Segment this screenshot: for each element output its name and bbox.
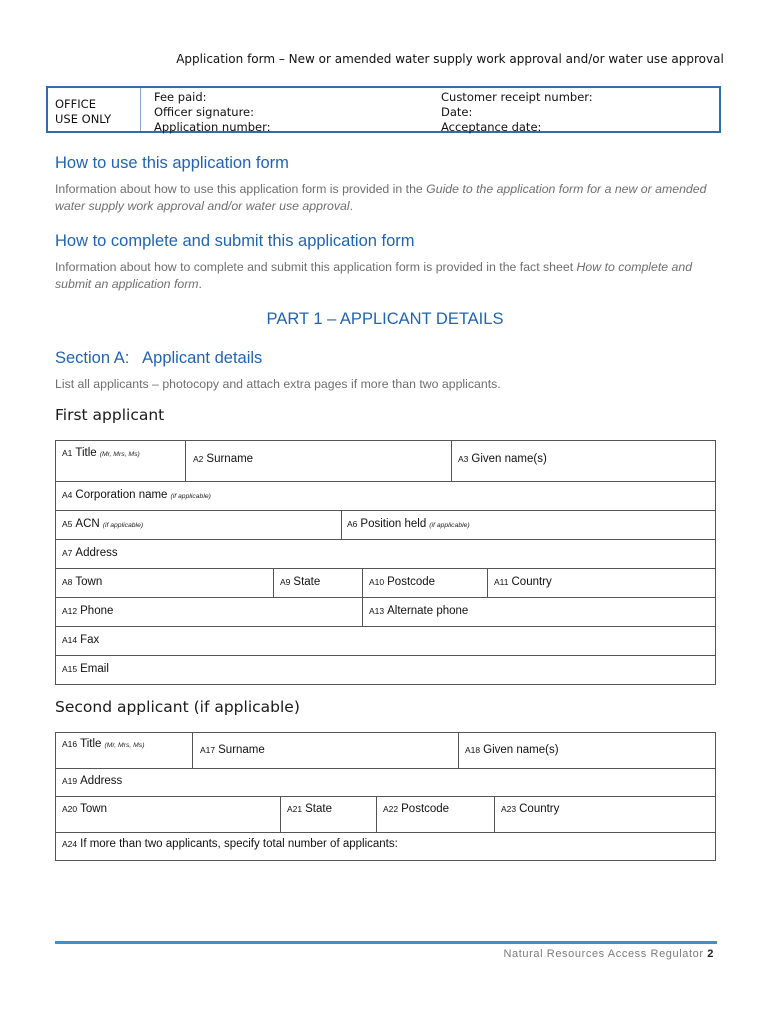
office-use-label [48,88,141,131]
page-number: 2 [707,948,714,960]
table-row [56,569,715,598]
address-field[interactable]: A7 Address [62,547,118,559]
table-row [56,656,715,684]
footer [503,948,714,960]
how-to-complete-heading: How to complete and submit this application form [55,232,415,250]
office-label-line2: USE ONLY [55,112,112,126]
table-row [56,540,715,569]
country-field[interactable]: A11 Country [494,576,552,588]
fact-sheet-title: How to complete and submit an application form [55,260,693,291]
acn-field[interactable]: A5 ACN (if applicable) [56,511,342,539]
application-number-field: Application number: [154,120,271,134]
document-header: Application form – New or amended water supply work approval and/or water use approval [176,52,724,66]
table-row [56,833,715,860]
town-field[interactable]: A8 Town [56,569,274,597]
phone-field[interactable]: A12 Phone [56,598,363,626]
second-applicant-heading: Second applicant (if applicable) [55,698,300,716]
how-to-complete-text: Information about how to complete and submit this application form is provided in the fact sheet How to complete and submit an application form. [55,260,693,291]
email-field[interactable]: A15 Email [62,663,109,675]
table-row [56,627,715,656]
position-held-field[interactable]: A6 Position held (if applicable) [347,518,470,530]
second-surname-field[interactable]: A17 Surname [193,733,459,768]
section-a-intro: List all applicants – photocopy and attach extra pages if more than two applicants. [55,377,501,391]
acceptance-date-field: Acceptance date: [441,120,542,134]
table-row [56,797,715,833]
alternate-phone-field[interactable]: A13 Alternate phone [369,605,469,617]
fee-paid-field: Fee paid: [154,90,207,104]
footer-org: Natural Resources Access Regulator [503,948,704,960]
second-title-field[interactable]: A16 Title (Mr, Mrs, Ms) [56,733,193,768]
second-applicant-table [55,732,716,861]
section-a-heading: Section A: Applicant details [55,349,263,367]
office-label-line1: OFFICE [55,97,96,111]
customer-receipt-field: Customer receipt number: [441,90,593,104]
part1-title: PART 1 – APPLICANT DETAILS [266,310,504,328]
postcode-field[interactable]: A10 Postcode [363,569,488,597]
surname-field[interactable]: A2 Surname [186,441,452,481]
how-to-use-text: Information about how to use this application form is provided in the Guide to the application form for a new or amended water supply work approval and/or water use approval. [55,182,707,213]
officer-signature-field: Officer signature: [154,105,254,119]
office-fields-left [154,90,270,135]
second-postcode-field[interactable]: A22 Postcode [377,797,495,832]
table-row [56,598,715,627]
state-field[interactable]: A9 State [274,569,363,597]
title-field[interactable]: A1 Title (Mr, Mrs, Ms) [56,441,186,481]
office-fields-right [441,90,593,135]
table-row [56,441,715,482]
table-row [56,511,715,540]
first-applicant-heading: First applicant [55,406,165,424]
first-applicant-table [55,440,716,685]
corporation-name-field[interactable]: A4 Corporation name (if applicable) [62,489,211,501]
second-given-names-field[interactable]: A18 Given name(s) [465,744,559,756]
second-town-field[interactable]: A20 Town [56,797,281,832]
table-row [56,482,715,511]
fax-field[interactable]: A14 Fax [62,634,100,646]
date-field: Date: [441,105,473,119]
how-to-use-heading: How to use this application form [55,154,289,172]
given-names-field[interactable]: A3 Given name(s) [458,453,547,465]
second-address-field[interactable]: A19 Address [62,775,123,787]
second-state-field[interactable]: A21 State [281,797,377,832]
office-use-box [46,86,721,133]
guide-title: Guide to the application form for a new or amended water supply work approval and/or water use approval [55,182,707,213]
total-applicants-field[interactable]: A24 If more than two applicants, specify total number of applicants: [62,838,398,850]
second-country-field[interactable]: A23 Country [501,803,560,815]
footer-divider [55,941,717,944]
table-row [56,769,715,797]
table-row [56,733,715,769]
